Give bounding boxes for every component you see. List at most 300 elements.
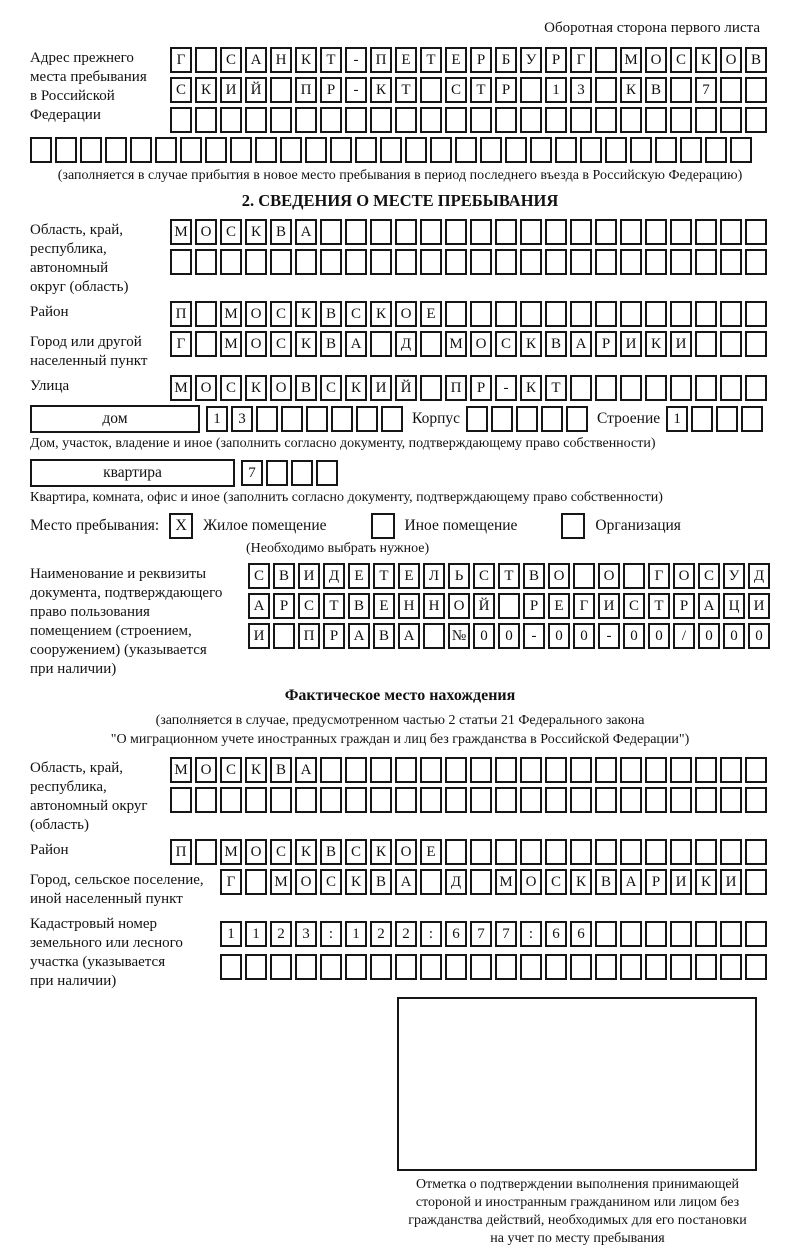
form-cell[interactable] — [695, 301, 717, 327]
form-cell[interactable] — [595, 757, 617, 783]
form-cell[interactable] — [670, 301, 692, 327]
form-cell[interactable]: Г — [220, 869, 242, 895]
form-cell[interactable] — [570, 839, 592, 865]
form-cell[interactable] — [545, 839, 567, 865]
form-cell[interactable]: Г — [648, 563, 670, 589]
form-cell[interactable] — [370, 107, 392, 133]
form-cell[interactable] — [745, 249, 767, 275]
form-cell[interactable]: К — [520, 331, 542, 357]
form-cell[interactable] — [155, 137, 177, 163]
form-cell[interactable] — [281, 406, 303, 432]
form-cell[interactable] — [470, 787, 492, 813]
form-cell[interactable] — [520, 77, 542, 103]
form-cell[interactable] — [720, 787, 742, 813]
form-cell[interactable]: Т — [498, 563, 520, 589]
form-cell[interactable] — [530, 137, 552, 163]
form-cell[interactable] — [395, 107, 417, 133]
form-cell[interactable] — [195, 249, 217, 275]
form-cell[interactable]: С — [670, 47, 692, 73]
form-cell[interactable] — [445, 839, 467, 865]
form-cell[interactable]: Р — [273, 593, 295, 619]
apartment-cells[interactable] — [241, 460, 341, 486]
form-cell[interactable]: А — [395, 869, 417, 895]
form-cell[interactable] — [420, 757, 442, 783]
form-cell[interactable]: С — [220, 757, 242, 783]
form-cell[interactable]: И — [720, 869, 742, 895]
form-cell[interactable]: 7 — [241, 460, 263, 486]
form-cell[interactable]: - — [345, 47, 367, 73]
form-cell[interactable]: М — [170, 219, 192, 245]
prev-address-row-4[interactable] — [30, 137, 770, 163]
form-cell[interactable]: 7 — [495, 921, 517, 947]
form-cell[interactable] — [545, 954, 567, 980]
form-cell[interactable]: - — [523, 623, 545, 649]
form-cell[interactable]: М — [495, 869, 517, 895]
form-cell[interactable]: В — [320, 331, 342, 357]
form-cell[interactable] — [345, 249, 367, 275]
form-cell[interactable]: Д — [445, 869, 467, 895]
form-cell[interactable] — [345, 787, 367, 813]
form-cell[interactable]: 3 — [570, 77, 592, 103]
form-cell[interactable] — [420, 869, 442, 895]
form-cell[interactable]: В — [270, 219, 292, 245]
prev-address-row-2[interactable] — [170, 77, 770, 103]
form-cell[interactable] — [345, 219, 367, 245]
fact-district-row[interactable] — [170, 839, 770, 865]
form-cell[interactable] — [295, 787, 317, 813]
form-cell[interactable] — [195, 331, 217, 357]
form-cell[interactable] — [195, 47, 217, 73]
korpus-cells[interactable] — [466, 406, 591, 432]
form-cell[interactable] — [423, 623, 445, 649]
form-cell[interactable] — [420, 107, 442, 133]
form-cell[interactable]: П — [370, 47, 392, 73]
form-cell[interactable]: А — [620, 869, 642, 895]
form-cell[interactable]: С — [320, 375, 342, 401]
form-cell[interactable]: О — [598, 563, 620, 589]
form-cell[interactable] — [305, 137, 327, 163]
form-cell[interactable]: Ц — [723, 593, 745, 619]
form-cell[interactable]: О — [245, 301, 267, 327]
form-cell[interactable]: Е — [445, 47, 467, 73]
form-cell[interactable] — [695, 375, 717, 401]
form-cell[interactable] — [545, 787, 567, 813]
form-cell[interactable]: С — [623, 593, 645, 619]
form-cell[interactable] — [470, 757, 492, 783]
form-cell[interactable] — [720, 249, 742, 275]
form-cell[interactable]: К — [295, 301, 317, 327]
form-cell[interactable]: С — [473, 563, 495, 589]
form-cell[interactable] — [470, 219, 492, 245]
form-cell[interactable] — [620, 757, 642, 783]
form-cell[interactable]: 1 — [545, 77, 567, 103]
form-cell[interactable] — [545, 107, 567, 133]
form-cell[interactable] — [245, 787, 267, 813]
form-cell[interactable]: У — [520, 47, 542, 73]
form-cell[interactable] — [420, 375, 442, 401]
form-cell[interactable] — [580, 137, 602, 163]
form-cell[interactable]: С — [298, 593, 320, 619]
form-cell[interactable] — [420, 331, 442, 357]
form-cell[interactable] — [520, 757, 542, 783]
form-cell[interactable] — [680, 137, 702, 163]
house-number-cells[interactable] — [206, 406, 406, 432]
form-cell[interactable] — [595, 77, 617, 103]
form-cell[interactable] — [470, 954, 492, 980]
form-cell[interactable]: Е — [348, 563, 370, 589]
form-cell[interactable]: В — [295, 375, 317, 401]
form-cell[interactable] — [695, 757, 717, 783]
form-cell[interactable] — [395, 954, 417, 980]
form-cell[interactable]: Т — [320, 47, 342, 73]
form-cell[interactable]: П — [445, 375, 467, 401]
form-cell[interactable]: О — [448, 593, 470, 619]
form-cell[interactable] — [720, 331, 742, 357]
form-cell[interactable]: Д — [323, 563, 345, 589]
form-cell[interactable]: И — [670, 869, 692, 895]
form-cell[interactable] — [295, 249, 317, 275]
form-cell[interactable] — [695, 921, 717, 947]
form-cell[interactable] — [445, 787, 467, 813]
region-row-2[interactable] — [170, 249, 770, 275]
form-cell[interactable] — [630, 137, 652, 163]
form-cell[interactable]: С — [345, 839, 367, 865]
form-cell[interactable] — [570, 375, 592, 401]
form-cell[interactable] — [270, 249, 292, 275]
form-cell[interactable] — [445, 954, 467, 980]
form-cell[interactable] — [570, 249, 592, 275]
form-cell[interactable] — [720, 757, 742, 783]
form-cell[interactable]: Й — [245, 77, 267, 103]
form-cell[interactable] — [745, 921, 767, 947]
form-cell[interactable]: М — [170, 757, 192, 783]
form-cell[interactable]: А — [248, 593, 270, 619]
form-cell[interactable]: 1 — [206, 406, 228, 432]
form-cell[interactable] — [295, 107, 317, 133]
form-cell[interactable]: М — [220, 301, 242, 327]
form-cell[interactable]: И — [670, 331, 692, 357]
form-cell[interactable] — [670, 954, 692, 980]
form-cell[interactable]: Е — [548, 593, 570, 619]
form-cell[interactable] — [520, 107, 542, 133]
form-cell[interactable] — [670, 921, 692, 947]
form-cell[interactable] — [445, 249, 467, 275]
form-cell[interactable] — [405, 137, 427, 163]
form-cell[interactable]: К — [520, 375, 542, 401]
form-cell[interactable]: С — [698, 563, 720, 589]
form-cell[interactable] — [205, 137, 227, 163]
form-cell[interactable]: К — [620, 77, 642, 103]
form-cell[interactable]: - — [598, 623, 620, 649]
form-cell[interactable] — [520, 249, 542, 275]
form-cell[interactable]: А — [698, 593, 720, 619]
form-cell[interactable]: А — [345, 331, 367, 357]
form-cell[interactable] — [466, 406, 488, 432]
form-cell[interactable]: Г — [170, 331, 192, 357]
form-cell[interactable]: О — [395, 839, 417, 865]
form-cell[interactable] — [720, 375, 742, 401]
form-cell[interactable] — [695, 331, 717, 357]
form-cell[interactable]: 0 — [698, 623, 720, 649]
form-cell[interactable]: В — [370, 869, 392, 895]
form-cell[interactable] — [256, 406, 278, 432]
form-cell[interactable] — [30, 137, 52, 163]
form-cell[interactable]: 6 — [445, 921, 467, 947]
form-cell[interactable] — [595, 107, 617, 133]
form-cell[interactable]: К — [370, 839, 392, 865]
street-row[interactable] — [170, 375, 770, 401]
form-cell[interactable] — [445, 757, 467, 783]
form-cell[interactable] — [420, 249, 442, 275]
form-cell[interactable] — [566, 406, 588, 432]
form-cell[interactable]: И — [220, 77, 242, 103]
form-cell[interactable] — [745, 107, 767, 133]
form-cell[interactable] — [570, 107, 592, 133]
form-cell[interactable] — [573, 563, 595, 589]
fact-city-row[interactable] — [220, 869, 770, 895]
form-cell[interactable] — [645, 107, 667, 133]
form-cell[interactable]: У — [723, 563, 745, 589]
form-cell[interactable]: К — [195, 77, 217, 103]
form-cell[interactable] — [470, 839, 492, 865]
form-cell[interactable] — [491, 406, 513, 432]
form-cell[interactable]: О — [195, 375, 217, 401]
form-cell[interactable]: И — [248, 623, 270, 649]
form-cell[interactable]: А — [295, 219, 317, 245]
form-cell[interactable] — [520, 219, 542, 245]
form-cell[interactable] — [545, 219, 567, 245]
form-cell[interactable] — [395, 249, 417, 275]
form-cell[interactable] — [395, 787, 417, 813]
form-cell[interactable]: О — [395, 301, 417, 327]
form-cell[interactable] — [230, 137, 252, 163]
form-cell[interactable] — [320, 219, 342, 245]
form-cell[interactable] — [620, 839, 642, 865]
form-cell[interactable] — [445, 107, 467, 133]
form-cell[interactable]: П — [170, 301, 192, 327]
form-cell[interactable]: : — [320, 921, 342, 947]
form-cell[interactable] — [470, 301, 492, 327]
form-cell[interactable]: С — [270, 331, 292, 357]
form-cell[interactable]: С — [445, 77, 467, 103]
form-cell[interactable] — [520, 301, 542, 327]
form-cell[interactable] — [498, 593, 520, 619]
form-cell[interactable]: М — [620, 47, 642, 73]
form-cell[interactable]: Г — [573, 593, 595, 619]
form-cell[interactable] — [645, 219, 667, 245]
form-cell[interactable]: Е — [398, 563, 420, 589]
form-cell[interactable] — [720, 219, 742, 245]
form-cell[interactable] — [716, 406, 738, 432]
form-cell[interactable]: О — [245, 331, 267, 357]
form-cell[interactable] — [645, 249, 667, 275]
form-cell[interactable]: М — [170, 375, 192, 401]
form-cell[interactable] — [670, 219, 692, 245]
form-cell[interactable] — [645, 787, 667, 813]
form-cell[interactable] — [670, 107, 692, 133]
form-cell[interactable] — [655, 137, 677, 163]
form-cell[interactable] — [316, 460, 338, 486]
form-cell[interactable] — [270, 107, 292, 133]
form-cell[interactable]: В — [348, 593, 370, 619]
form-cell[interactable]: 0 — [623, 623, 645, 649]
form-cell[interactable] — [420, 77, 442, 103]
form-cell[interactable] — [370, 787, 392, 813]
form-cell[interactable]: К — [570, 869, 592, 895]
document-row-2[interactable] — [248, 593, 773, 619]
form-cell[interactable] — [220, 249, 242, 275]
form-cell[interactable] — [745, 301, 767, 327]
form-cell[interactable]: К — [645, 331, 667, 357]
form-cell[interactable]: Р — [545, 47, 567, 73]
form-cell[interactable]: Р — [470, 47, 492, 73]
form-cell[interactable] — [320, 249, 342, 275]
form-cell[interactable]: Т — [470, 77, 492, 103]
form-cell[interactable]: - — [495, 375, 517, 401]
form-cell[interactable] — [245, 954, 267, 980]
form-cell[interactable]: А — [398, 623, 420, 649]
form-cell[interactable] — [670, 375, 692, 401]
form-cell[interactable]: В — [373, 623, 395, 649]
form-cell[interactable]: - — [345, 77, 367, 103]
form-cell[interactable] — [356, 406, 378, 432]
form-cell[interactable] — [495, 107, 517, 133]
form-cell[interactable]: И — [370, 375, 392, 401]
document-row-3[interactable] — [248, 623, 773, 649]
form-cell[interactable]: В — [320, 839, 342, 865]
form-cell[interactable] — [220, 787, 242, 813]
form-cell[interactable] — [695, 219, 717, 245]
form-cell[interactable] — [370, 249, 392, 275]
form-cell[interactable] — [420, 954, 442, 980]
form-cell[interactable] — [220, 954, 242, 980]
form-cell[interactable]: И — [620, 331, 642, 357]
form-cell[interactable] — [720, 921, 742, 947]
form-cell[interactable] — [555, 137, 577, 163]
form-cell[interactable] — [620, 375, 642, 401]
form-cell[interactable] — [320, 954, 342, 980]
form-cell[interactable] — [595, 921, 617, 947]
form-cell[interactable] — [520, 954, 542, 980]
form-cell[interactable] — [645, 757, 667, 783]
form-cell[interactable] — [645, 839, 667, 865]
form-cell[interactable]: С — [545, 869, 567, 895]
form-cell[interactable]: А — [295, 757, 317, 783]
form-cell[interactable]: О — [245, 839, 267, 865]
form-cell[interactable]: С — [495, 331, 517, 357]
fact-region-row-1[interactable] — [170, 757, 770, 783]
form-cell[interactable]: Е — [420, 301, 442, 327]
form-cell[interactable] — [345, 954, 367, 980]
form-cell[interactable]: 2 — [370, 921, 392, 947]
form-cell[interactable]: В — [545, 331, 567, 357]
form-cell[interactable] — [420, 787, 442, 813]
form-cell[interactable] — [545, 249, 567, 275]
form-cell[interactable] — [720, 107, 742, 133]
form-cell[interactable]: Р — [595, 331, 617, 357]
form-cell[interactable] — [495, 301, 517, 327]
form-cell[interactable] — [270, 77, 292, 103]
form-cell[interactable]: / — [673, 623, 695, 649]
form-cell[interactable] — [270, 954, 292, 980]
form-cell[interactable] — [745, 77, 767, 103]
form-cell[interactable]: Т — [395, 77, 417, 103]
form-cell[interactable]: Г — [170, 47, 192, 73]
form-cell[interactable]: К — [345, 869, 367, 895]
form-cell[interactable]: 0 — [573, 623, 595, 649]
form-cell[interactable] — [695, 107, 717, 133]
form-cell[interactable] — [320, 787, 342, 813]
form-cell[interactable] — [570, 787, 592, 813]
form-cell[interactable] — [331, 406, 353, 432]
form-cell[interactable] — [595, 47, 617, 73]
form-cell[interactable] — [445, 219, 467, 245]
form-cell[interactable]: К — [245, 219, 267, 245]
other-premises-checkbox[interactable] — [371, 513, 395, 539]
form-cell[interactable] — [495, 249, 517, 275]
form-cell[interactable] — [195, 107, 217, 133]
form-cell[interactable]: 2 — [395, 921, 417, 947]
form-cell[interactable] — [370, 219, 392, 245]
form-cell[interactable]: А — [348, 623, 370, 649]
form-cell[interactable] — [741, 406, 763, 432]
form-cell[interactable] — [595, 249, 617, 275]
form-cell[interactable] — [380, 137, 402, 163]
form-cell[interactable]: С — [220, 219, 242, 245]
form-cell[interactable]: В — [745, 47, 767, 73]
form-cell[interactable]: К — [695, 869, 717, 895]
form-cell[interactable]: О — [470, 331, 492, 357]
form-cell[interactable] — [370, 331, 392, 357]
form-cell[interactable]: 3 — [231, 406, 253, 432]
form-cell[interactable]: 7 — [695, 77, 717, 103]
form-cell[interactable] — [670, 77, 692, 103]
form-cell[interactable] — [695, 839, 717, 865]
form-cell[interactable]: В — [320, 301, 342, 327]
form-cell[interactable] — [695, 954, 717, 980]
form-cell[interactable]: К — [345, 375, 367, 401]
form-cell[interactable] — [620, 921, 642, 947]
form-cell[interactable]: О — [295, 869, 317, 895]
form-cell[interactable]: Б — [495, 47, 517, 73]
form-cell[interactable]: Е — [420, 839, 442, 865]
form-cell[interactable] — [130, 137, 152, 163]
form-cell[interactable] — [266, 460, 288, 486]
form-cell[interactable] — [470, 107, 492, 133]
form-cell[interactable] — [670, 757, 692, 783]
fact-region-row-2[interactable] — [170, 787, 770, 813]
form-cell[interactable] — [430, 137, 452, 163]
form-cell[interactable]: Р — [495, 77, 517, 103]
form-cell[interactable]: : — [420, 921, 442, 947]
form-cell[interactable] — [670, 839, 692, 865]
form-cell[interactable] — [620, 787, 642, 813]
form-cell[interactable]: Й — [395, 375, 417, 401]
form-cell[interactable] — [745, 375, 767, 401]
form-cell[interactable] — [623, 563, 645, 589]
form-cell[interactable] — [420, 219, 442, 245]
form-cell[interactable]: И — [598, 593, 620, 619]
form-cell[interactable] — [620, 107, 642, 133]
form-cell[interactable] — [595, 954, 617, 980]
form-cell[interactable] — [180, 137, 202, 163]
form-cell[interactable]: 1 — [220, 921, 242, 947]
form-cell[interactable] — [320, 107, 342, 133]
form-cell[interactable]: Р — [323, 623, 345, 649]
form-cell[interactable] — [720, 839, 742, 865]
form-cell[interactable]: Д — [395, 331, 417, 357]
form-cell[interactable]: 0 — [473, 623, 495, 649]
